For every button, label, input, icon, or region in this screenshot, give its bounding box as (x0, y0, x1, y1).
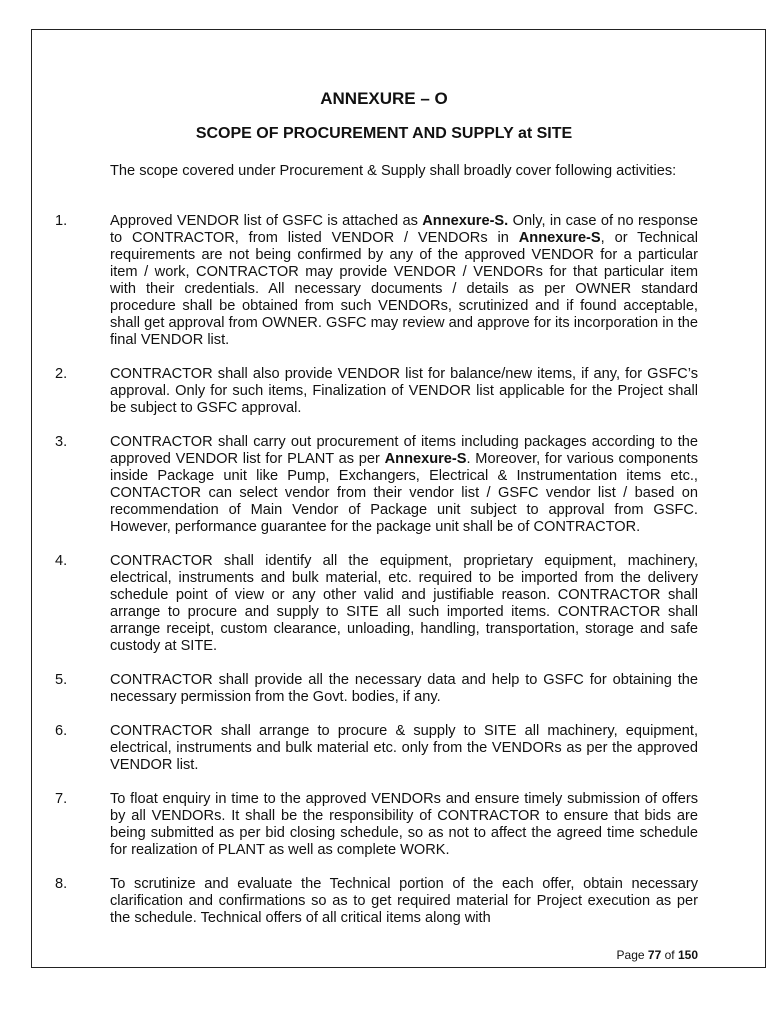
of-label: of (664, 948, 675, 962)
item-text-segment: To scrutinize and evaluate the Technical portion of the each offer, obtain necessary clarification and confirmations so as to get required material for Project execution as per the schedule. Technical offers of all critical items along with (110, 876, 698, 926)
item-text-segment: . Moreover, for various components inside Package unit like Pump, Exchangers, Electrical & Instrumentation items etc., CONTACTOR can select vendor from their vendor list / GSFC vendor list / based on recommendation of Main Vendor of Package unit subject to approval from GSFC. However, performance guarantee for the package unit shall be of CONTRACTOR. (110, 451, 698, 535)
item-text-segment: Only, in case of no response to CONTRACTOR, from listed VENDOR / VENDORs in (110, 213, 698, 246)
list-item (55, 553, 698, 655)
list-item (55, 434, 698, 536)
item-text-segment: CONTRACTOR shall identify all the equipment, proprietary equipment, machinery, electrical, instruments and bulk material, etc. required to be imported from the delivery schedule point of view or any other valid and justifiable reason. CONTRACTOR shall arrange to procure and supply to SITE all such imported items. CONTRACTOR shall arrange receipt, custom clearance, unloading, handling, transportation, storage and safe custody at SITE. (110, 553, 698, 654)
intro-paragraph: The scope covered under Procurement & Supply shall broadly cover following activities: (110, 163, 677, 179)
item-text-segment: , or Technical requirements are not being confirmed by any of the approved VENDOR for a particular item / work, CONTRACTOR may provide VENDOR / VENDORs for that particular item with their credentials. All necessary documents / details as per OWNER standard procedure shall be obtained from such VENDORs, scrutinized and if found acceptable, shall get approval from OWNER. GSFC may review and approve for its incorporation in the final VENDOR list. (110, 230, 699, 348)
item-number: 2. (55, 366, 68, 382)
annexure-heading: ANNEXURE – O (320, 89, 448, 108)
item-text-segment: CONTRACTOR shall provide all the necessary data and help to GSFC for obtaining the necessary permission from the Govt. bodies, if any. (110, 672, 698, 705)
item-text (110, 876, 698, 926)
item-number: 1. (55, 213, 68, 229)
list-item (55, 366, 698, 417)
list-item (55, 213, 698, 349)
list-item (55, 876, 698, 927)
item-number: 8. (55, 876, 68, 892)
item-number: 7. (55, 791, 68, 807)
item-number: 6. (55, 723, 68, 739)
list-item (55, 791, 698, 859)
item-number: 5. (55, 672, 68, 688)
scope-list (55, 213, 698, 944)
item-text-segment: Approved VENDOR list of GSFC is attached as (110, 213, 423, 229)
list-item (55, 723, 698, 774)
item-text (110, 366, 698, 416)
page-number: 77 (647, 948, 662, 962)
page-title: SCOPE OF PROCUREMENT AND SUPPLY at SITE (195, 125, 573, 142)
list-item (55, 672, 698, 706)
item-text (110, 791, 698, 858)
item-text-segment: CONTRACTOR shall arrange to procure & supply to SITE all machinery, equipment, electrical, instruments and bulk material etc. only from the VENDORs as per the approved VENDOR list. (110, 723, 698, 773)
item-text-segment: CONTRACTOR shall carry out procurement of items including packages according to the approved VENDOR list for PLANT as per (110, 434, 698, 467)
item-text (110, 553, 698, 654)
item-text (110, 672, 698, 705)
annexure-reference: Annexure-S. (422, 213, 509, 229)
annexure-reference: Annexure-S (518, 230, 601, 246)
page-footer (617, 948, 698, 962)
item-text (110, 723, 698, 773)
annexure-reference: Annexure-S (384, 451, 467, 467)
item-text (110, 434, 698, 535)
item-text-segment: CONTRACTOR shall also provide VENDOR list for balance/new items, if any, for GSFC’s approval. Only for such items, Finalization of VENDOR list applicable for the Project shall be subject to GSFC approval. (110, 366, 698, 416)
page-label: Page (616, 948, 645, 962)
item-number: 3. (55, 434, 68, 450)
item-text-segment: To float enquiry in time to the approved VENDORs and ensure timely submission of offers by all VENDORs. It shall be the responsibility of CONTRACTOR to ensure that bids are being submitted as per bid closing schedule, so as not to affect the agreed time schedule for realization of PLANT as well as complete WORK. (110, 791, 698, 858)
total-pages: 150 (677, 948, 698, 962)
item-text (110, 213, 698, 348)
item-number: 4. (55, 553, 68, 569)
